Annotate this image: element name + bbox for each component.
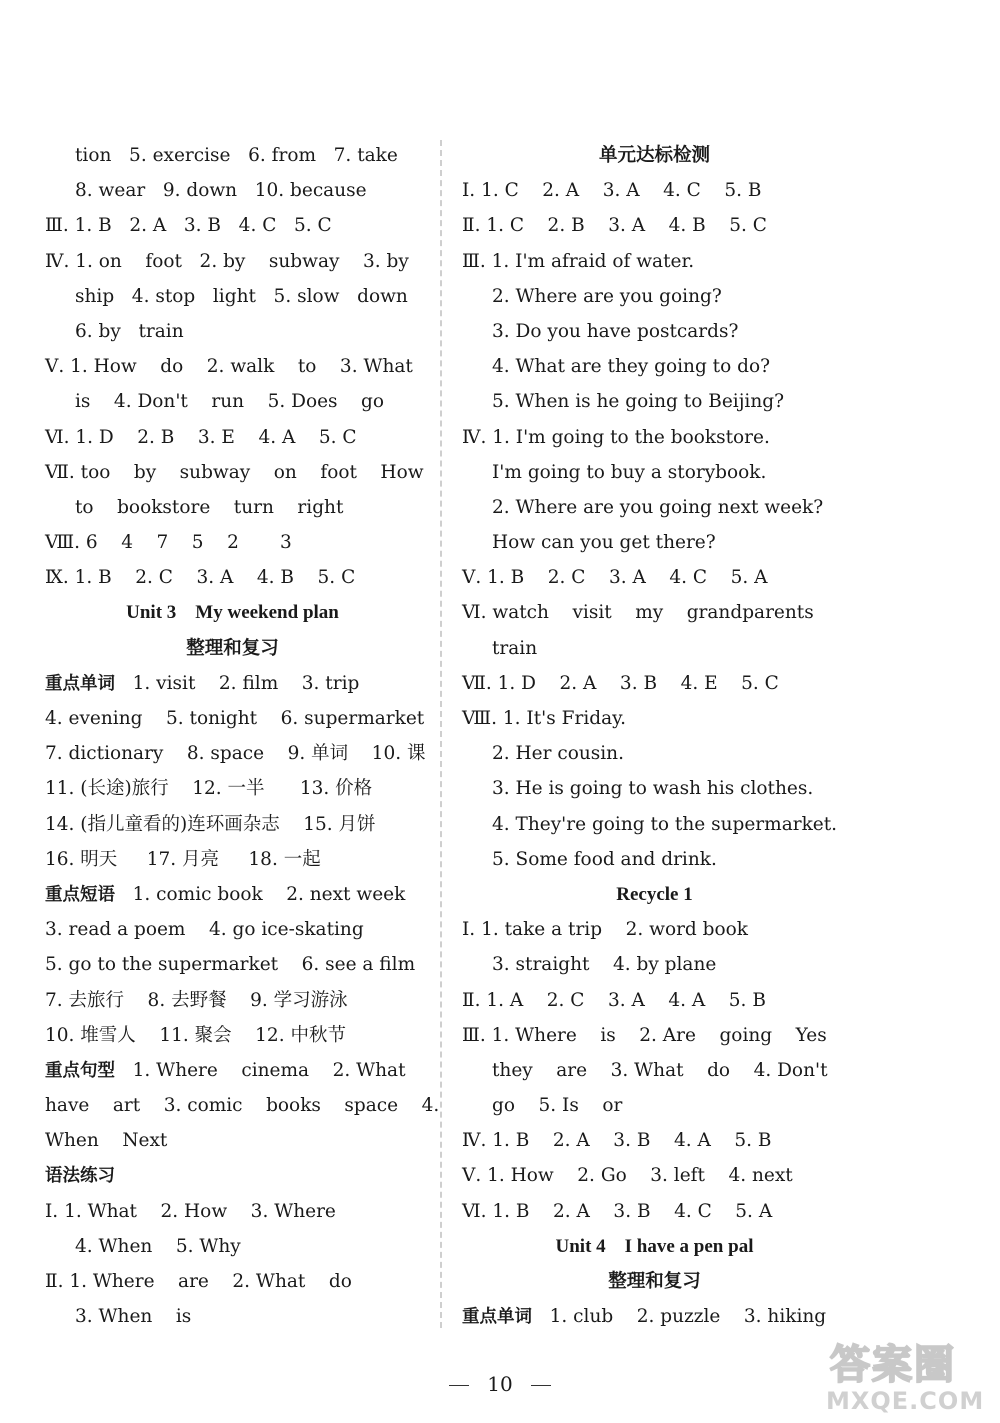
answer-line: 8. wear 9. down 10. because	[75, 180, 367, 202]
answer-line: Ⅴ. 1. How 2. Go 3. left 4. next	[462, 1165, 793, 1187]
section-heading: Unit 3 My weekend plan	[126, 602, 339, 624]
answer-line: Ⅳ. 1. I'm going to the bookstore.	[462, 426, 770, 448]
answer-line: 6. by train	[75, 320, 184, 342]
answer-line: have art 3. comic books space 4.	[45, 1095, 440, 1117]
answer-line: 3. When is	[75, 1306, 192, 1328]
answer-line: is 4. Don't run 5. Does go	[75, 391, 385, 413]
answer-line: Ⅷ. 6 4 7 5 2 3	[45, 532, 292, 554]
answer-line: Ⅴ. 1. B 2. C 3. A 4. C 5. A	[462, 567, 768, 589]
answer-line	[45, 877, 420, 912]
footer-dash-left	[449, 1385, 469, 1386]
answer-line: Ⅱ. 1. Where are 2. What do	[45, 1271, 352, 1292]
section-label: 语法练习	[45, 1166, 115, 1187]
answer-line: Ⅳ. 1. B 2. A 3. B 4. A 5. B	[462, 1130, 772, 1152]
section-label: 重点短语	[45, 884, 115, 905]
answer-text: 1. comic book 2. next week	[115, 883, 406, 905]
answer-line: Ⅶ. too by subway on foot How	[45, 461, 424, 483]
answer-line: tion 5. exercise 6. from 7. take	[75, 145, 398, 166]
answer-line: Ⅲ. 1. I'm afraid of water.	[462, 250, 695, 272]
answer-line: go 5. Is or	[492, 1095, 623, 1117]
answer-line: 16. 明天 17. 月亮 18. 一起	[45, 848, 321, 870]
answer-text: 1. club 2. puzzle 3. hiking	[532, 1306, 827, 1328]
answer-line: 5. When is he going to Beijing?	[492, 391, 785, 413]
answer-line: Ⅵ. 1. B 2. A 3. B 4. C 5. A	[462, 1200, 773, 1222]
answer-line: I'm going to buy a storybook.	[492, 461, 767, 483]
section-heading: Unit 4 I have a pen pal	[555, 1235, 754, 1257]
section-heading: 整理和复习	[186, 637, 279, 659]
answer-line: Ⅱ. 1. C 2. B 3. A 4. B 5. C	[462, 215, 767, 237]
answer-line: Ⅴ. 1. How do 2. walk to 3. What	[45, 356, 413, 378]
answer-line: Ⅵ. watch visit my grandparents	[462, 602, 814, 624]
answer-line: Ⅲ. 1. Where is 2. Are going Yes	[462, 1024, 827, 1046]
answer-line	[45, 1158, 420, 1193]
answer-line: Ⅳ. 1. on foot 2. by subway 3. by	[45, 250, 409, 272]
answer-line: 4. What are they going to do?	[492, 356, 771, 378]
answer-line: Ⅰ. 1. What 2. How 3. Where	[45, 1200, 336, 1222]
answer-line: Ⅵ. 1. D 2. B 3. E 4. A 5. C	[45, 426, 357, 448]
answer-line: 11. (长途)旅行 12. 一半 13. 价格	[45, 778, 373, 800]
answer-line	[45, 1053, 420, 1088]
answer-line: they are 3. What do 4. Don't	[492, 1059, 828, 1081]
answer-line: 4. evening 5. tonight 6. supermarket	[45, 708, 425, 729]
answer-line: Ⅶ. 1. D 2. A 3. B 4. E 5. C	[462, 672, 779, 694]
answer-line: 2. Where are you going?	[492, 285, 722, 307]
answer-line: 10. 堆雪人 11. 聚会 12. 中秋节	[45, 1024, 346, 1046]
answer-line: Ⅰ. 1. C 2. A 3. A 4. C 5. B	[462, 180, 762, 202]
section-heading: 单元达标检测	[598, 145, 710, 166]
answer-line: Ⅷ. 1. It's Friday.	[462, 708, 626, 729]
section-label: 重点单词	[45, 673, 115, 694]
page-number: 10	[487, 1372, 513, 1396]
answer-line: 14. (指儿童看的)连环画杂志 15. 月饼	[45, 813, 376, 835]
answer-line: Ⅱ. 1. A 2. C 3. A 4. A 5. B	[462, 989, 766, 1011]
watermark-text-cn: 答案圈	[830, 1342, 956, 1388]
answer-line: 7. 去旅行 8. 去野餐 9. 学习游泳	[45, 989, 348, 1011]
answer-text: 1. Where cinema 2. What	[115, 1059, 406, 1081]
answer-line: 3. Do you have postcards?	[492, 320, 739, 342]
watermark-text-en: MXQE.COM	[826, 1387, 985, 1415]
answer-line: 7. dictionary 8. space 9. 单词 10. 课	[45, 743, 426, 765]
answer-line: Ⅰ. 1. take a trip 2. word book	[462, 919, 748, 941]
answer-line	[45, 666, 420, 701]
left-column	[45, 138, 440, 1334]
answer-line: 3. He is going to wash his clothes.	[492, 778, 814, 800]
answer-line: Ⅲ. 1. B 2. A 3. B 4. C 5. C	[45, 215, 332, 237]
section-label: 重点单词	[462, 1307, 532, 1328]
answer-line: 2. Her cousin.	[492, 743, 624, 765]
answer-text: 1. visit 2. film 3. trip	[115, 672, 360, 694]
answer-line: When Next	[45, 1130, 168, 1152]
answer-line: to bookstore turn right	[75, 496, 344, 518]
answer-line: 2. Where are you going next week?	[492, 496, 824, 518]
answer-line: 4. They're going to the supermarket.	[492, 813, 838, 835]
section-heading: 整理和复习	[608, 1271, 701, 1292]
section-label: 重点句型	[45, 1060, 115, 1081]
column-divider	[440, 140, 442, 1328]
answer-line: How can you get there?	[492, 532, 716, 554]
answer-line: train	[492, 637, 538, 659]
answer-line: 5. go to the supermarket 6. see a film	[45, 954, 416, 976]
answer-line: 4. When 5. Why	[75, 1235, 241, 1257]
answer-line: 3. read a poem 4. go ice-skating	[45, 919, 364, 941]
answer-line: 5. Some food and drink.	[492, 848, 717, 870]
answer-line: ship 4. stop light 5. slow down	[75, 285, 408, 307]
answer-line: Ⅸ. 1. B 2. C 3. A 4. B 5. C	[45, 567, 356, 589]
answer-line	[462, 1299, 847, 1334]
right-column	[462, 138, 847, 1334]
answer-line: 3. straight 4. by plane	[492, 954, 717, 976]
section-heading: Recycle 1	[616, 883, 693, 905]
footer-dash-right	[531, 1385, 551, 1386]
watermark-logo	[808, 1333, 988, 1415]
